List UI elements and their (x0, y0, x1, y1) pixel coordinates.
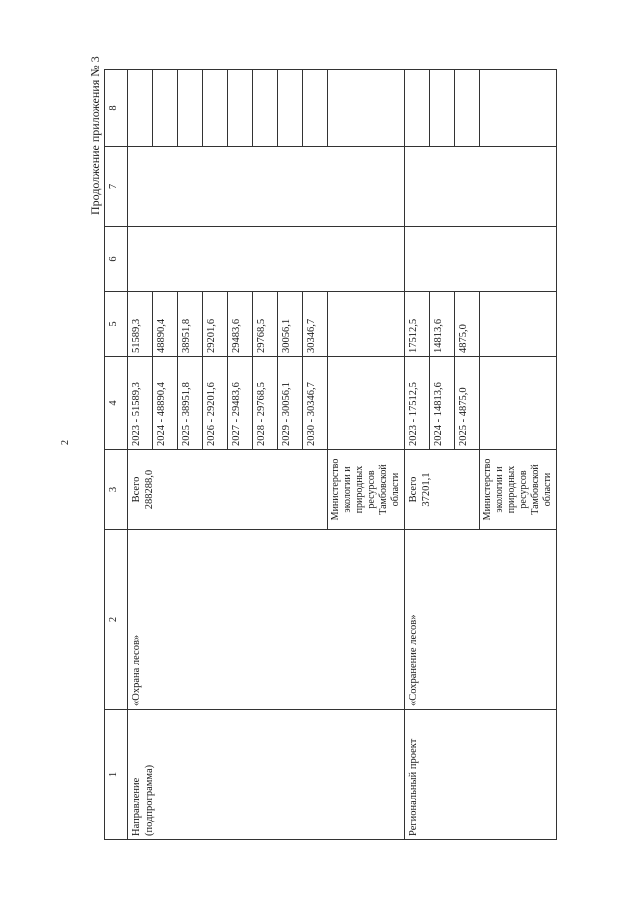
table-row (128, 70, 153, 840)
header-cell: 6 (105, 227, 128, 292)
header-cell: 1 (105, 710, 128, 840)
year-amount-cell: 2023 - 17512,5 (405, 357, 430, 450)
value-cell: 51589,3 (128, 292, 153, 357)
value-cell: 4875,0 (455, 292, 480, 357)
subprogram-name-cell: «Охрана лесов» (128, 530, 405, 710)
empty-cell (178, 70, 203, 147)
ministry-cell: Министерство экологии и природных ресурсов Тамбовской области (480, 450, 557, 530)
header-cell: 3 (105, 450, 128, 530)
value-cell: 38951,8 (178, 292, 203, 357)
empty-cell (278, 70, 303, 147)
empty-cell (128, 70, 153, 147)
project-name-cell: «Сохранение лесов» (405, 530, 557, 710)
empty-cell (405, 70, 430, 147)
appendix-caption: Продолжение приложения № 3 (88, 56, 102, 215)
value-cell: 29483,6 (228, 292, 253, 357)
empty-cell (203, 70, 228, 147)
empty-cell (328, 357, 405, 450)
year-amount-cell: 2025 - 4875,0 (455, 357, 480, 450)
year-amount-cell: 2027 - 29483,6 (228, 357, 253, 450)
empty-cell (405, 227, 557, 292)
empty-cell (480, 70, 557, 147)
value-cell: 30056,1 (278, 292, 303, 357)
empty-cell (455, 70, 480, 147)
empty-cell (253, 70, 278, 147)
year-amount-cell: 2024 - 14813,6 (430, 357, 455, 450)
page-number: 2 (60, 440, 71, 445)
year-amount-cell: 2029 - 30056,1 (278, 357, 303, 450)
year-amount-cell: 2026 - 29201,6 (203, 357, 228, 450)
header-cell: 4 (105, 357, 128, 450)
header-cell: 8 (105, 70, 128, 147)
value-cell: 30346,7 (303, 292, 328, 357)
empty-cell (405, 147, 557, 227)
header-cell: 7 (105, 147, 128, 227)
value-cell: 29201,6 (203, 292, 228, 357)
empty-cell (228, 70, 253, 147)
empty-cell (328, 292, 405, 357)
total-cell (405, 450, 480, 530)
table-row (405, 70, 430, 840)
empty-cell (328, 70, 405, 147)
ministry-cell: Министерство экологии и природных ресурсов Тамбовской области (328, 450, 405, 530)
total-cell (128, 450, 328, 530)
year-amount-cell: 2030 - 30346,7 (303, 357, 328, 450)
value-cell: 48890,4 (153, 292, 178, 357)
year-amount-cell: 2024 - 48890,4 (153, 357, 178, 450)
empty-cell (480, 292, 557, 357)
year-amount-cell: 2025 - 38951,8 (178, 357, 203, 450)
empty-cell (430, 70, 455, 147)
total-label: Всего (408, 476, 419, 503)
table-header-row (105, 70, 128, 840)
value-cell: 14813,6 (430, 292, 455, 357)
value-cell: 29768,5 (253, 292, 278, 357)
empty-cell (128, 227, 405, 292)
year-amount-cell: 2028 - 29768,5 (253, 357, 278, 450)
total-value: 288288,0 (144, 469, 156, 510)
budget-table (104, 69, 557, 840)
header-cell: 2 (105, 530, 128, 710)
empty-cell (303, 70, 328, 147)
header-cell: 5 (105, 292, 128, 357)
total-value: 37201,1 (421, 472, 433, 507)
empty-cell (128, 147, 405, 227)
direction-cell: Направление (подпрограмма) (128, 710, 405, 840)
value-cell: 17512,5 (405, 292, 430, 357)
empty-cell (153, 70, 178, 147)
year-amount-cell: 2023 - 51589,3 (128, 357, 153, 450)
regional-project-cell: Региональный проект (405, 710, 557, 840)
total-label: Всего (131, 476, 142, 503)
empty-cell (480, 357, 557, 450)
